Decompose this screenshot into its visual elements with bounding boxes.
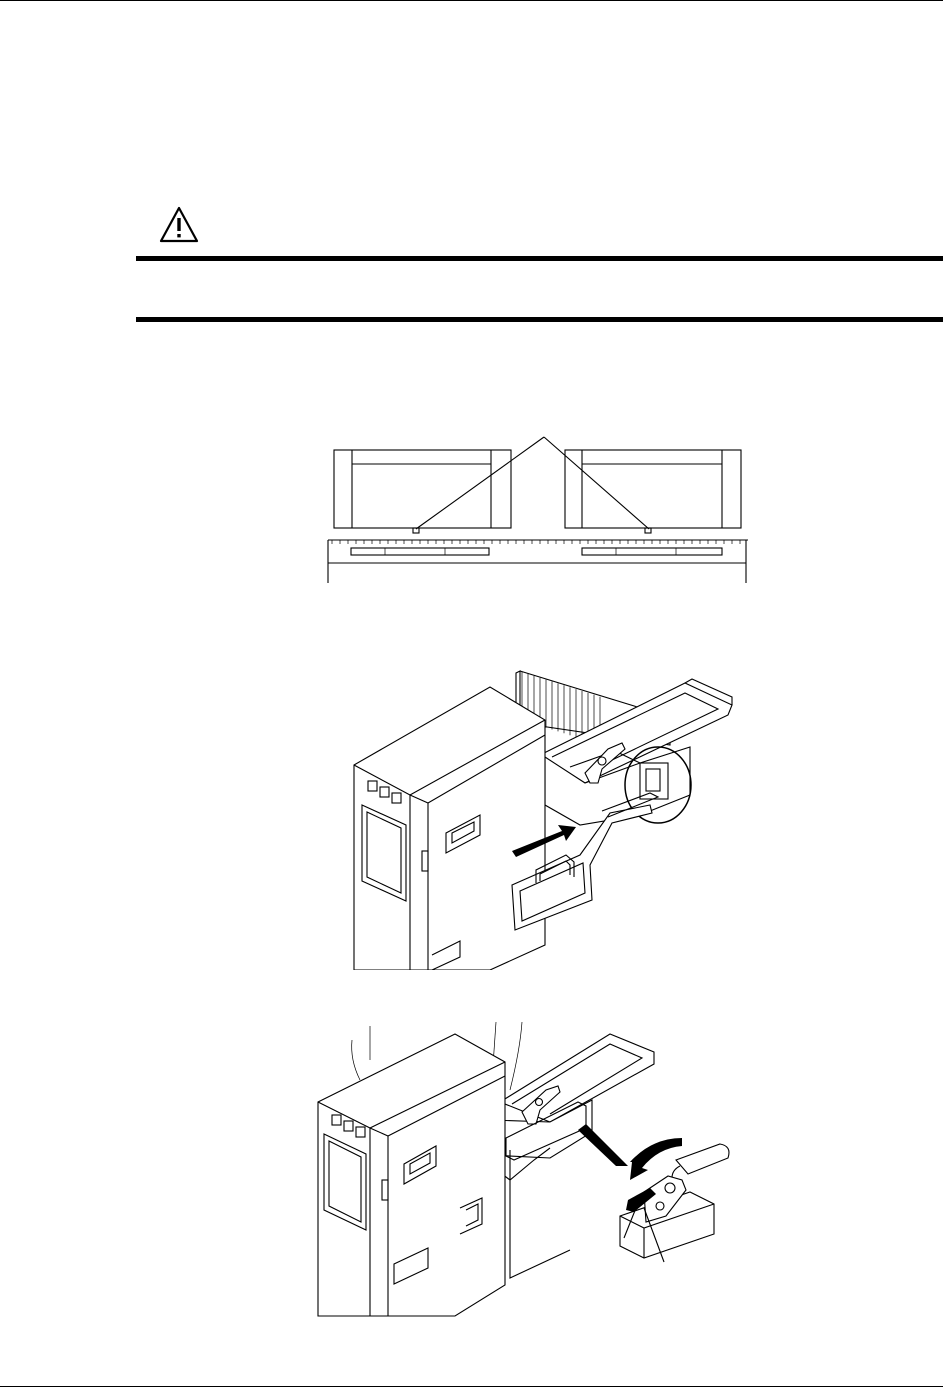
tray-insertion-figure xyxy=(340,665,740,970)
warning-triangle-icon xyxy=(158,205,200,245)
caution-bottom-rule xyxy=(136,317,943,322)
bottom-rule xyxy=(0,1386,943,1387)
slot-alignment-figure xyxy=(320,430,760,590)
caution-top-rule xyxy=(136,256,943,261)
top-rule xyxy=(0,0,943,1)
lever-lock-figure xyxy=(310,1020,750,1320)
